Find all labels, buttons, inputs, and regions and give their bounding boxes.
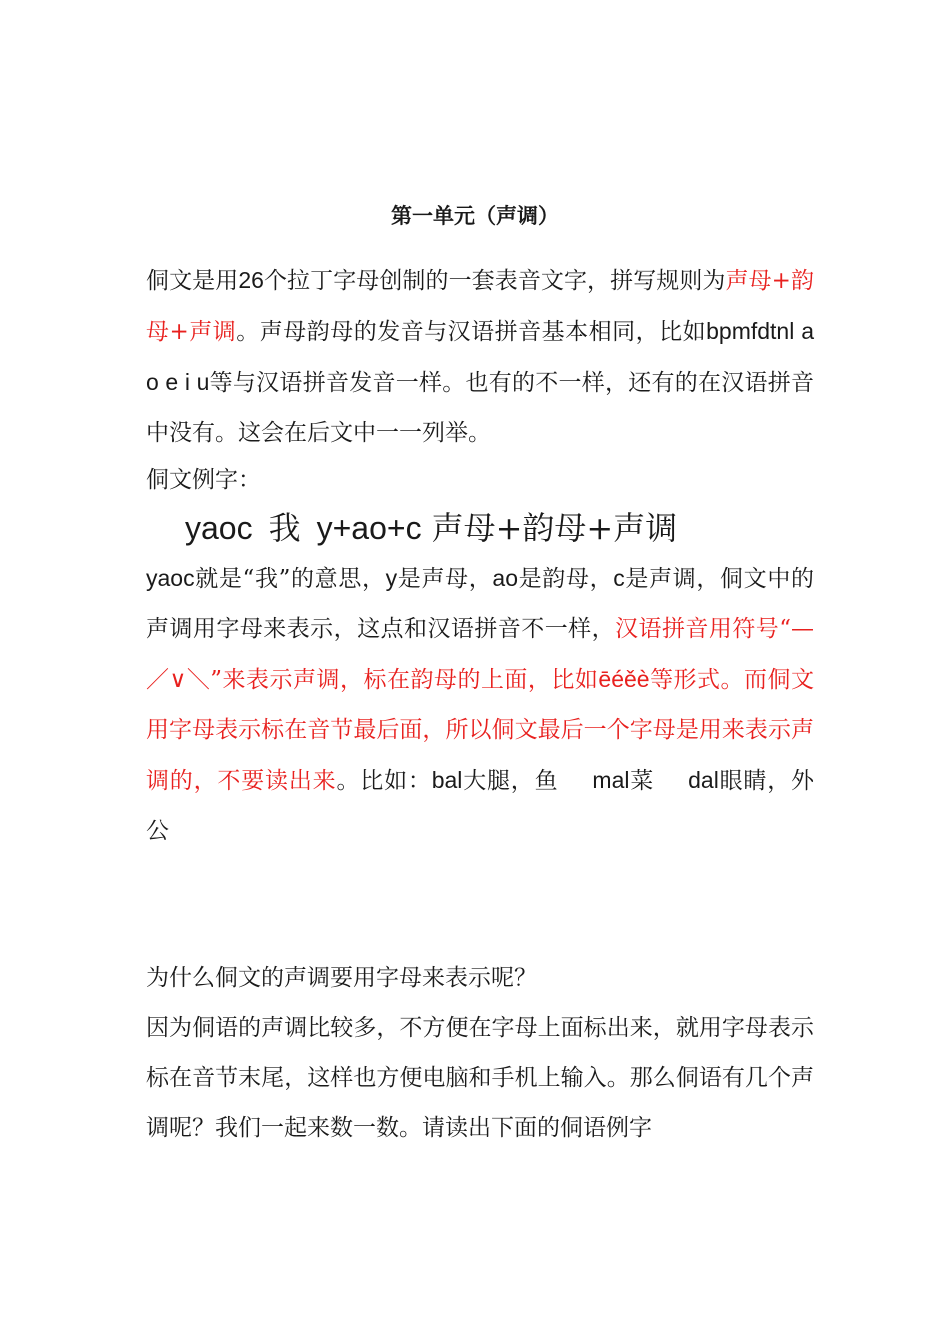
- intro-text-1: 侗文是用: [146, 268, 239, 294]
- tone-word-5: bal: [431, 767, 463, 793]
- example-heading: 侗文例字：: [146, 467, 261, 493]
- intro-text-3: 。声母韵母的发音与汉语拼音基本相同，比如: [236, 319, 707, 345]
- example-line: [185, 500, 677, 556]
- intro-letters: bpmfdtnl a o e i u: [146, 318, 814, 395]
- answer-paragraph: 因为侗语的声调比较多，不方便在字母上面标出来，就用字母表示标在音节末尾，这样也方便电脑和手机上输入。那么侗语有几个声调呢？我们一起来数一数。请读出下面的侗语例字: [146, 1015, 814, 1141]
- pinyin-tone-note: 汉语拼音用符号“—／∨＼”来表示声调，标在韵母的上面，比如: [146, 616, 814, 693]
- example-meaning: 我: [268, 509, 301, 547]
- tone-text-4: 是声调，侗文中的声调用字母来表示，这点和汉语拼音不一样，: [146, 566, 814, 642]
- example-structure: 声母+韵母+声调: [431, 509, 678, 547]
- tone-word-4: c: [613, 565, 625, 591]
- pinyin-tone-letters: ēéěè: [598, 666, 650, 692]
- intro-paragraph: [146, 255, 814, 458]
- tone-text-7: 菜: [629, 768, 655, 794]
- tone-text-6: 大腿，鱼: [462, 768, 559, 794]
- tone-explanation-paragraph: [146, 553, 814, 856]
- tone-word-3: ao: [492, 565, 518, 591]
- question-line: 为什么侗文的声调要用字母来表示呢？: [146, 965, 537, 991]
- example-word: yaoc: [185, 510, 253, 546]
- example-breakdown: y+ao+c: [316, 510, 422, 546]
- intro-text-2: 个拉丁字母创制的一套表音文字，拼写规则为: [263, 268, 726, 294]
- dong-tone-note: 等形式。而侗文用字母表示标在音节最后面，所以侗文最后一个字母是用来表示声调的，不要读出来: [146, 667, 815, 794]
- tone-word-6: mal: [592, 767, 630, 793]
- tone-word-2: y: [385, 565, 398, 591]
- spelling-rule: 声母+韵母+声调: [146, 268, 814, 345]
- tone-text-2: 是声母，: [397, 566, 493, 592]
- tone-text-8: 眼睛，外公: [146, 768, 815, 844]
- intro-text-4: 等与汉语拼音发音一样。也有的不一样，还有的在汉语拼音中没有。这会在后文中一一列举。: [146, 370, 815, 446]
- tone-text-3: 是韵母，: [518, 566, 614, 592]
- tone-word-7: dal: [688, 767, 719, 793]
- tone-word-1: yaoc: [146, 565, 195, 591]
- page-title: 第一单元（声调）: [391, 204, 559, 228]
- tone-text-5: 。比如：: [336, 768, 432, 794]
- tone-text-1: 就是“我”的意思，: [194, 566, 386, 592]
- intro-number: 26: [238, 267, 264, 293]
